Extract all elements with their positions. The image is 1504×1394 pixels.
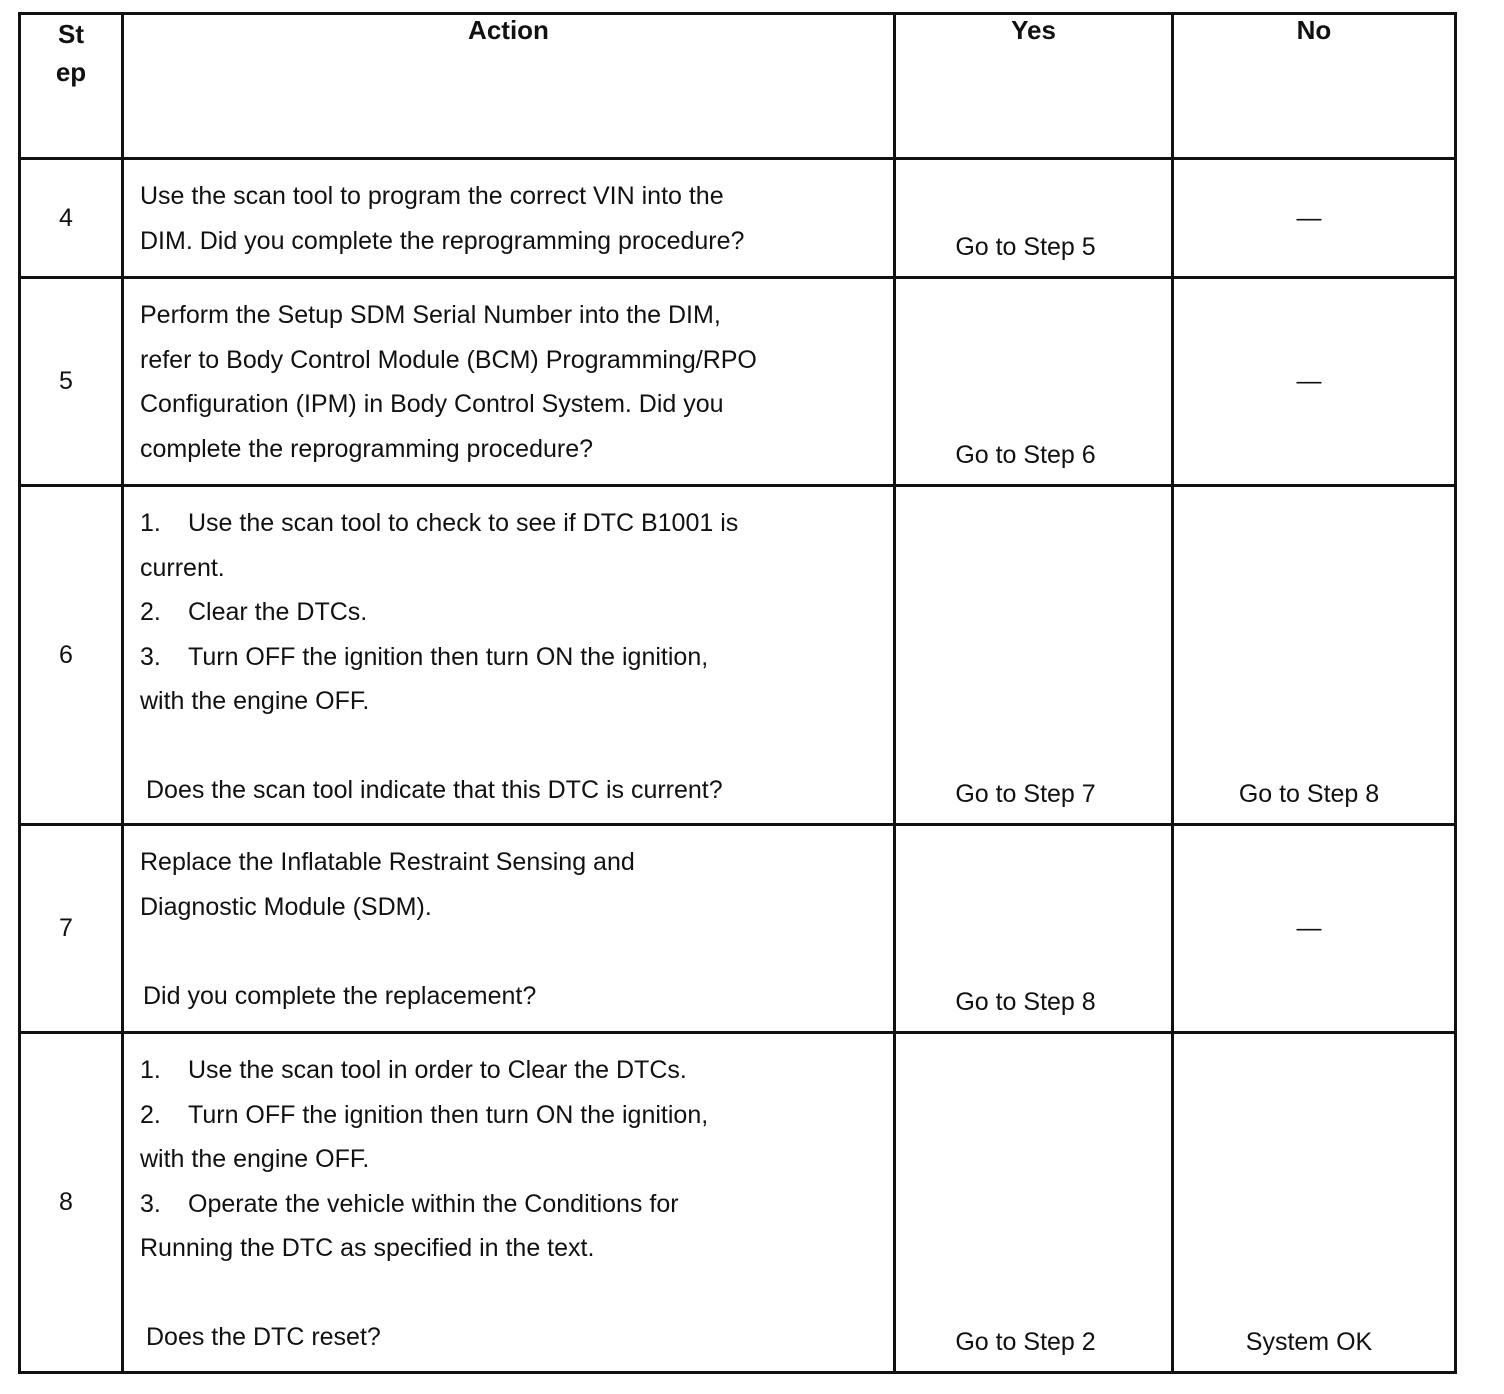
list-item xyxy=(140,1093,883,1138)
list-text: Clear the DTCs. xyxy=(188,598,368,626)
list-number: 1. xyxy=(140,1056,161,1084)
step-header-line1: St xyxy=(58,19,84,49)
step-header xyxy=(20,14,123,159)
yes-cell: Go to Step 8 xyxy=(895,825,1173,1033)
step-header-line2: ep xyxy=(55,57,87,87)
list-item-continuation: with the engine OFF. xyxy=(140,1145,370,1173)
list-item xyxy=(140,501,883,546)
action-line: complete the reprogramming procedure? xyxy=(140,434,594,463)
list-number: 3. xyxy=(140,1189,161,1218)
list-item xyxy=(140,1182,883,1227)
action-line: Perform the Setup SDM Serial Number into the DIM, xyxy=(140,301,721,329)
action-line: Use the scan tool to program the correct VIN into the xyxy=(140,182,724,210)
list-number: 1. xyxy=(140,509,161,537)
step-number: 6 xyxy=(20,486,123,825)
action-cell xyxy=(123,486,895,825)
action-line: Configuration (IPM) in Body Control System. Did you xyxy=(140,390,724,418)
action-line: DIM. Did you complete the reprogramming procedure? xyxy=(140,226,745,255)
list-number: 2. xyxy=(140,598,161,626)
step-number: 4 xyxy=(20,159,123,278)
table-row xyxy=(20,278,1456,486)
list-item-continuation: Running the DTC as specified in the text. xyxy=(140,1234,595,1262)
yes-cell: Go to Step 6 xyxy=(895,278,1173,486)
no-cell: — xyxy=(1173,278,1456,486)
table-row xyxy=(20,486,1456,825)
table-row xyxy=(20,825,1456,1033)
table-row xyxy=(20,1033,1456,1373)
step-number: 5 xyxy=(20,278,123,486)
action-line: Replace the Inflatable Restraint Sensing and xyxy=(140,848,635,876)
no-cell: System OK xyxy=(1173,1033,1456,1373)
list-text: Turn OFF the ignition then turn ON the ignition, xyxy=(188,1100,709,1129)
list-text: Operate the vehicle within the Conditions for xyxy=(188,1189,679,1218)
list-number: 2. xyxy=(140,1100,161,1129)
no-cell: Go to Step 8 xyxy=(1173,486,1456,825)
list-item-continuation: with the engine OFF. xyxy=(140,687,370,715)
question-text: Did you complete the replacement? xyxy=(143,981,537,1010)
action-cell xyxy=(123,278,895,486)
list-text: Use the scan tool in order to Clear the DTCs. xyxy=(188,1056,687,1084)
step-number: 7 xyxy=(20,825,123,1033)
action-line: Diagnostic Module (SDM). xyxy=(140,892,432,921)
no-cell: — xyxy=(1173,825,1456,1033)
list-item xyxy=(140,635,883,680)
yes-cell: Go to Step 5 xyxy=(895,159,1173,278)
table-row xyxy=(20,159,1456,278)
no-header: No xyxy=(1173,14,1456,159)
step-number: 8 xyxy=(20,1033,123,1373)
yes-header: Yes xyxy=(895,14,1173,159)
action-cell xyxy=(123,159,895,278)
diagnostic-table xyxy=(18,12,1457,1374)
list-number: 3. xyxy=(140,642,161,671)
action-cell xyxy=(123,825,895,1033)
list-text: Use the scan tool to check to see if DTC B1001 is xyxy=(188,509,739,537)
no-cell: — xyxy=(1173,159,1456,278)
list-text: Turn OFF the ignition then turn ON the ignition, xyxy=(188,642,709,671)
question-text: Does the scan tool indicate that this DTC is current? xyxy=(146,776,723,804)
list-item xyxy=(140,1048,883,1093)
header-row xyxy=(20,14,1456,159)
action-header: Action xyxy=(123,14,895,159)
action-line: refer to Body Control Module (BCM) Programming/RPO xyxy=(140,345,757,374)
yes-cell: Go to Step 2 xyxy=(895,1033,1173,1373)
list-item xyxy=(140,590,883,635)
action-cell xyxy=(123,1033,895,1373)
yes-cell: Go to Step 7 xyxy=(895,486,1173,825)
list-item-continuation: current. xyxy=(140,553,225,582)
question-text: Does the DTC reset? xyxy=(146,1323,381,1351)
